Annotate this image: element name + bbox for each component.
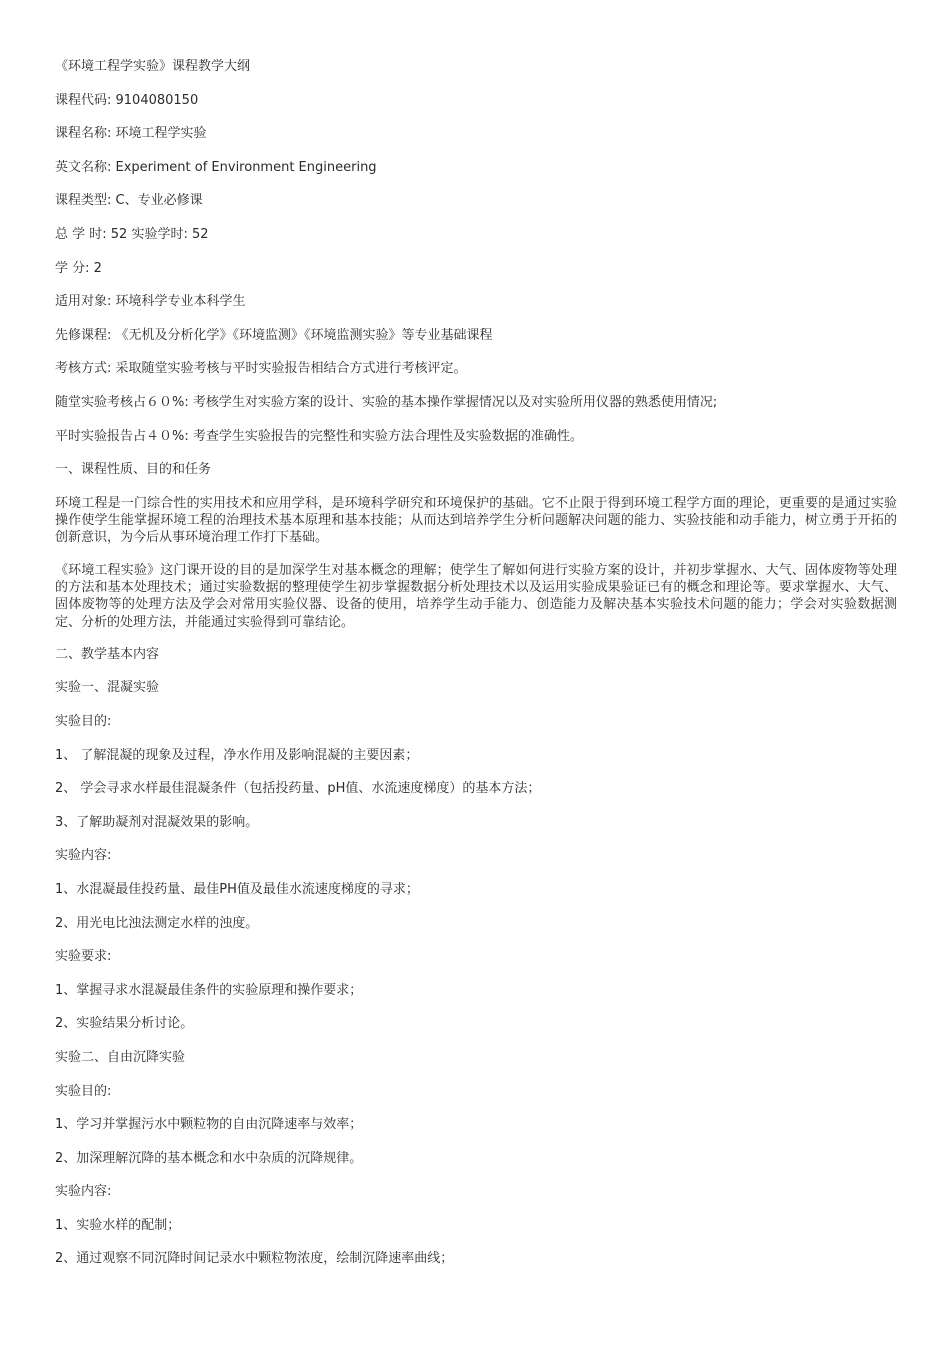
section-heading: 二、教学基本内容 bbox=[55, 646, 160, 662]
list-item: 1、掌握寻求水混凝最佳条件的实验原理和操作要求； bbox=[55, 982, 363, 998]
document-page bbox=[55, 58, 897, 1284]
paragraph: 环境工程是一门综合性的实用技术和应用学科，是环境科学研究和环境保护的基础。它不止限于得到环境工程学方面的理论，更重要的是通过实验操作使学生能掌握环境工程的治理技术基本原理和基本技能；从而达到培养学生分析问题解决问题的能力、实验技能和动手能力，树立勇于开拓的创新意识，为今后从事环境治理工作打下基础。 bbox=[55, 495, 897, 546]
course-code: 课程代码: 9104080150 bbox=[55, 92, 199, 108]
document-title: 《环境工程学实验》课程教学大纲 bbox=[55, 59, 251, 74]
list-item: 2、实验结果分析讨论。 bbox=[55, 1016, 194, 1032]
list-item: 1、学习并掌握污水中颗粒物的自由沉降速率与效率； bbox=[55, 1117, 363, 1133]
subsection-label: 实验目的: bbox=[55, 713, 112, 729]
list-item: 2、通过观察不同沉降时间记录水中颗粒物浓度，绘制沉降速率曲线； bbox=[55, 1251, 454, 1267]
assessment-report-weight: 平时实验报告占４０%: 考查学生实验报告的完整性和实验方法合理性及实验数据的准确性。 bbox=[55, 428, 583, 444]
section-heading: 一、课程性质、目的和任务 bbox=[55, 462, 212, 478]
assessment-lab-weight: 随堂实验考核占６０%: 考核学生对实验方案的设计、实验的基本操作掌握情况以及对实验所用仪器的熟悉使用情况; bbox=[55, 394, 718, 410]
list-item: 2、用光电比浊法测定水样的浊度。 bbox=[55, 915, 259, 931]
list-item: 2、加深理解沉降的基本概念和水中杂质的沉降规律。 bbox=[55, 1150, 363, 1166]
list-item: 1、实验水样的配制； bbox=[55, 1217, 181, 1233]
target-audience: 适用对象: 环境科学专业本科学生 bbox=[55, 294, 246, 310]
subsection-label: 实验要求: bbox=[55, 949, 112, 965]
prerequisite-courses: 先修课程: 《无机及分析化学》《环境监测》《环境监测实验》等专业基础课程 bbox=[55, 327, 493, 343]
list-item: 1、 了解混凝的现象及过程，净水作用及影响混凝的主要因素； bbox=[55, 747, 419, 763]
course-type: 课程类型: C、专业必修课 bbox=[55, 193, 203, 209]
subsection-label: 实验目的: bbox=[55, 1083, 112, 1099]
list-item: 2、 学会寻求水样最佳混凝条件（包括投药量、pH值、水流速度梯度）的基本方法； bbox=[55, 781, 541, 797]
list-item: 1、水混凝最佳投药量、最佳PH值及最佳水流速度梯度的寻求； bbox=[55, 881, 419, 897]
paragraph: 《环境工程实验》这门课开设的目的是加深学生对基本概念的理解；使学生了解如何进行实验方案的设计，并初步掌握水、大气、固体废物等处理的方法和基本处理技术；通过实验数据的整理使学生初步掌握数据分析处理技术以及运用实验成果验证已有的概念和理论等。要求掌握水、大气、固体废物等的处理方法及学会对常用实验仪器、设备的使用，培养学生动手能力、创造能力及解决基本实验技术问题的能力；学会对实验数据测定、分析的处理方法，并能通过实验得到可靠结论。 bbox=[55, 562, 897, 630]
list-item: 3、了解助凝剂对混凝效果的影响。 bbox=[55, 814, 259, 830]
experiment-title: 实验一、混凝实验 bbox=[55, 680, 160, 696]
experiment-title: 实验二、自由沉降实验 bbox=[55, 1049, 186, 1065]
course-hours: 总 学 时: 52 实验学时: 52 bbox=[55, 226, 209, 242]
course-name: 课程名称: 环境工程学实验 bbox=[55, 126, 207, 142]
subsection-label: 实验内容: bbox=[55, 848, 112, 864]
assessment-method: 考核方式: 采取随堂实验考核与平时实验报告相结合方式进行考核评定。 bbox=[55, 361, 467, 377]
course-credits: 学 分: 2 bbox=[55, 260, 102, 276]
subsection-label: 实验内容: bbox=[55, 1184, 112, 1200]
english-name: 英文名称: Experiment of Environment Engineering bbox=[55, 159, 377, 175]
